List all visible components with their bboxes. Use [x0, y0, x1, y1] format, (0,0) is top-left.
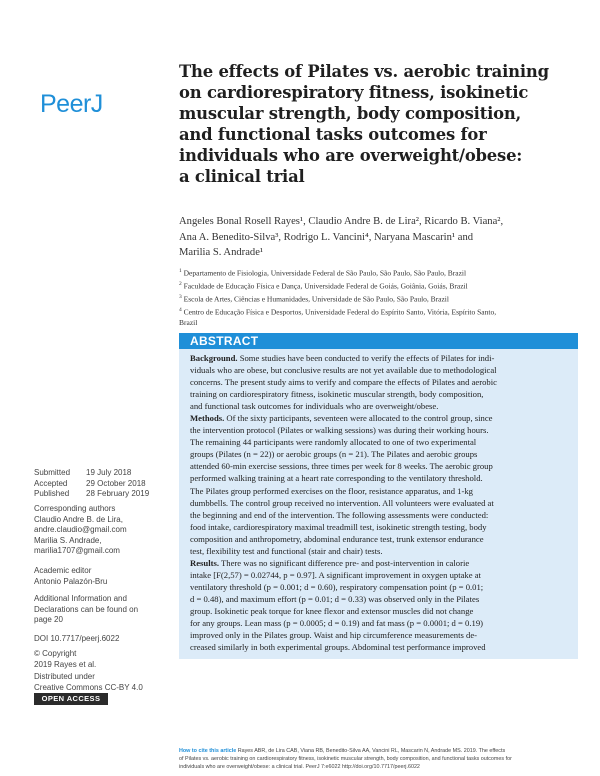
- abstract-line: performed walking training at a heart rate corresponding to the ventilatory threshold.: [190, 473, 483, 484]
- corresponding-block: Corresponding authors Claudio Andre B. de Lira, andre.claudio@gmail.com Marilia S. Andrade, marilia1707@gmail.com: [34, 504, 164, 557]
- editor-block: [34, 566, 164, 587]
- abstract-line: the beginning and end of the intervention. The following assessments were conducted:: [190, 509, 489, 520]
- published-date: 28 February 2019: [86, 489, 150, 498]
- abstract-line: for any groups. Lean mass (p = 0.0005; d = 0.19) and fat mass (p = 0.0001; d = 0.19): [190, 618, 484, 629]
- submitted-date: 19 July 2018: [86, 468, 132, 477]
- abstract-line: improved only in the Pilates group. Waist and hip circumference measurements de-: [190, 630, 478, 641]
- abstract-line: test, flexibility test and functional (stair and chair) tests.: [190, 545, 383, 556]
- title-line: a clinical trial: [179, 167, 305, 186]
- author-line[interactable]: Angeles Bonal Rosell Rayes¹, Claudio Andre B. de Lira², Ricardo B. Viana²,: [179, 216, 504, 227]
- corresponding-heading: Corresponding authors: [34, 504, 116, 513]
- affiliations: [179, 266, 579, 329]
- affiliation: Brazil: [179, 318, 198, 327]
- abstract-line: dumbbells. The control group received no intervention. All volunteers were evaluated at: [190, 497, 494, 508]
- affiliation: $^3$ Escola de Artes, Ciências e Humanidades, Universidade de São Paulo, São Paulo, Brazil: [179, 294, 449, 304]
- citation-doi-link[interactable]: individuals who are overweight/obese: a clinical trial. PeerJ 7:e6022 http://doi.org/10.7717/peerj.6022: [179, 763, 420, 770]
- citation-block: How to cite this article Rayes ABR, de Lira CAB, Viana RB, Benedito-Silva AA, Vancini RL, Mascarin N, Andrade MS. 2019. The effects of Pilates vs. aerobic training on cardiorespiratory fitness, isokinetic muscular strength, body composition, and functional tasks outcomes for individuals who are overweight/obese: a clinical trial. PeerJ 7:e6022 http://doi.org/10.7717/peerj.6022: [179, 748, 579, 771]
- peerj-logo: PeerJ: [40, 90, 103, 118]
- abstract-line: attended 60-min exercise sessions, three times per week for 8 weeks. The aerobic group: [190, 461, 493, 472]
- title-line: muscular strength, body composition,: [179, 104, 522, 123]
- abstract-line: Methods. Of the sixty participants, seventeen were allocated to the control group, since: [190, 413, 493, 424]
- abstract-line: creased similarly in both experimental groups. Abdominal test performance improved: [190, 642, 486, 653]
- abstract-line: Background. Some studies have been conducted to verify the effects of Pilates for indi-: [190, 353, 495, 363]
- article-title: [179, 61, 579, 187]
- abstract-line: groups (Pilates (n = 22)) or aerobic groups (n = 21). The Pilates and aerobic groups: [190, 449, 478, 460]
- abstract-line: group. Isokinetic peak torque for knee flexor and extensor muscles did not change: [190, 605, 474, 616]
- title-line: The effects of Pilates vs. aerobic training: [179, 62, 549, 81]
- title-line: and functional tasks outcomes for: [179, 125, 487, 144]
- copyright-block: © Copyright 2019 Rayes et al.: [34, 649, 97, 669]
- copyright-icon: ©: [34, 649, 40, 658]
- doi-link[interactable]: DOI 10.7717/peerj.6022: [34, 634, 120, 643]
- submitted-label: Submitted: [34, 468, 71, 477]
- affiliation: $^4$ Centro de Educação Física e Desportos, Universidade Federal do Espírito Santo, Vitória, Espírito Santo,: [179, 307, 497, 317]
- editor-heading: Academic editor: [34, 566, 92, 575]
- author-line[interactable]: Ana A. Benedito-Silva³, Rodrigo L. Vancini⁴, Naryana Mascarin¹ and: [179, 231, 474, 243]
- affiliation: $^2$ Faculdade de Educação Física e Dança, Universidade Federal de Goiás, Goiânia, Goiás, Brazil: [179, 281, 468, 291]
- abstract-body: [190, 352, 576, 653]
- author-list: [179, 214, 579, 261]
- open-access-badge: OPEN ACCESS: [34, 693, 108, 705]
- affiliation: $^1$ Departamento de Fisiologia, Universidade Federal de São Paulo, São Paulo, São Paulo, Brazil: [179, 268, 467, 278]
- abstract-line: food intake, cardiorespiratory maximal treadmill test, isokinetic strength testing, body: [190, 521, 487, 532]
- abstract-line: The remaining 44 participants were randomly allocated to one of two experimental: [190, 437, 477, 448]
- dates-block: [34, 468, 164, 500]
- abstract-heading: ABSTRACT: [179, 333, 578, 349]
- email-link[interactable]: andre.claudio@gmail.com: [34, 525, 127, 534]
- abstract-line: intake [F(2,57) = 0.02744, p = 0.97]. A significant improvement in oxygen uptake at: [190, 569, 481, 580]
- title-line: on cardiorespiratory fitness, isokinetic: [179, 83, 529, 102]
- editor-name: Antonio Palazón-Bru: [34, 576, 108, 586]
- accepted-date: 29 October 2018: [86, 478, 146, 488]
- abstract-line: training on cardiorespiratory fitness, isokinetic muscular strength, body composition,: [190, 389, 484, 400]
- abstract-line: concerns. The present study aims to verify and compare the effects of Pilates and aerobic: [190, 377, 497, 388]
- published-label: Published: [34, 489, 70, 498]
- abstract-line: and functional task outcomes for individuals who are overweight/obese.: [190, 401, 439, 412]
- author-line[interactable]: Marilia S. Andrade¹: [179, 247, 264, 258]
- abstract-line: composition and anthropometry, abdominal endurance test, trunk extensor endurance: [190, 533, 484, 544]
- abstract-line: viduals who are obese, but conclusive results are not yet available due to methodological: [190, 365, 497, 376]
- additional-info[interactable]: Additional Information and Declarations can be found on page 20: [34, 594, 139, 624]
- abstract-line: d = 0.48), and maximum effort (p = 0.01; d = 0.33) was observed only in the Pilates: [190, 593, 480, 604]
- citation-label: How to cite this article: [179, 748, 237, 754]
- accepted-label: Accepted: [34, 478, 68, 488]
- license-block[interactable]: Distributed under Creative Commons CC-BY 4.0: [34, 672, 143, 692]
- email-link[interactable]: marilia1707@gmail.com: [34, 546, 120, 555]
- title-line: individuals who are overweight/obese:: [179, 146, 523, 165]
- abstract-line: ventilatory threshold (p = 0.001; d = 0.60), respiratory compensation point (p = 0.01;: [190, 581, 484, 592]
- abstract-line: the intervention protocol (Pilates or walking sessions) was during their working hours.: [190, 425, 489, 436]
- abstract-line: Results. There was no significant difference pre- and post-intervention in calorie: [190, 557, 470, 568]
- abstract-line: The Pilates group performed exercises on the floor, resistance apparatus, and 1-kg: [190, 485, 473, 496]
